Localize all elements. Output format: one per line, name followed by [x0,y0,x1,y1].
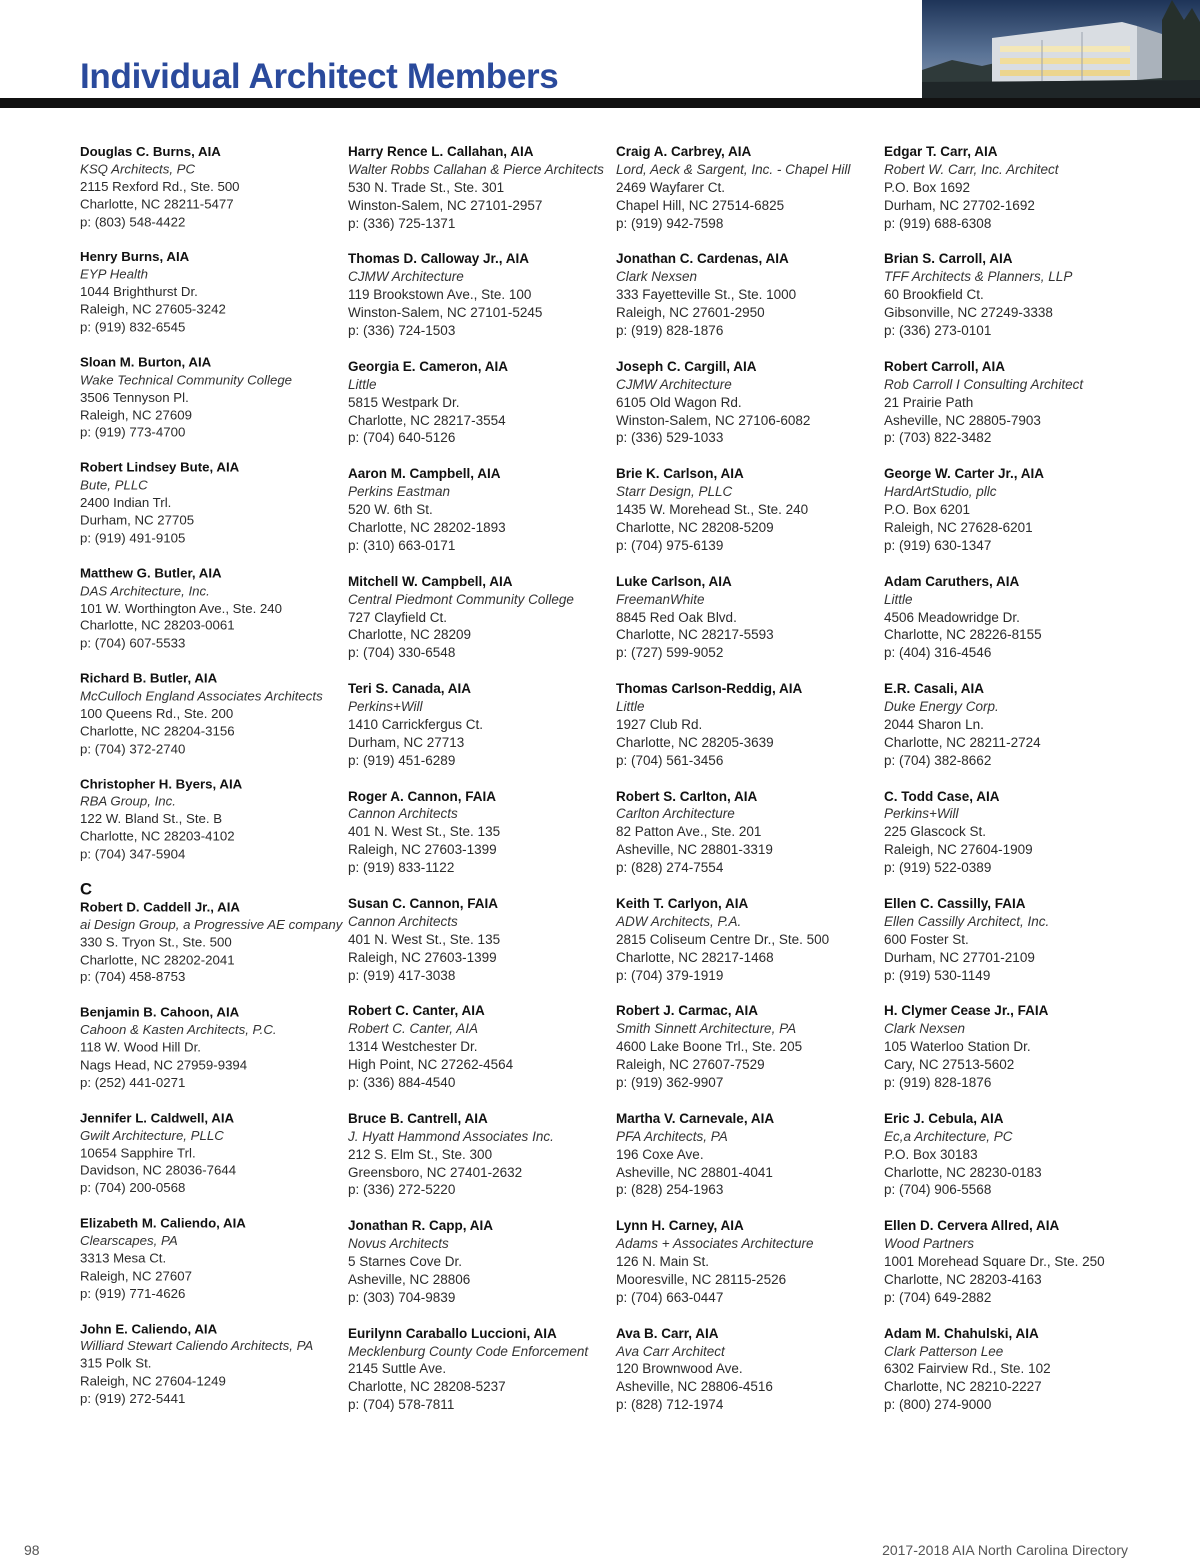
member-phone: p: (704) 347-5904 [80,846,186,862]
member-phone: p: (919) 491-9105 [80,530,186,546]
member-city: Raleigh, NC 27601-2950 [616,305,765,321]
member-address: 10654 Sapphire Trl. [80,1145,196,1161]
member-name: George W. Carter Jr., AIA [884,466,1045,482]
member-entry [616,895,878,985]
member-phone: p: (310) 663-0171 [348,537,456,553]
member-phone: p: (704) 379-1919 [616,967,724,983]
member-name: Keith T. Carlyon, AIA [616,895,749,911]
member-firm: KSQ Architects, PC [80,161,196,177]
member-address: 1927 Club Rd. [616,716,703,732]
member-name: Sloan M. Burton, AIA [80,354,212,370]
member-entry [616,1217,878,1307]
header-rule [0,98,1200,108]
member-entry [80,1320,337,1408]
member-entry [348,143,610,233]
member-name: Jonathan R. Capp, AIA [348,1218,494,1234]
member-city: Asheville, NC 28806-4516 [616,1379,773,1395]
member-entry [80,248,337,336]
member-firm: Bute, PLLC [80,477,148,493]
member-phone: p: (919) 530-1149 [884,967,991,983]
member-firm: TFF Architects & Planners, LLP [884,269,1073,285]
member-entry [80,1215,337,1303]
member-address: 1044 Brighthurst Dr. [80,284,198,300]
member-name: Thomas Carlson-Reddig, AIA [616,681,803,697]
member-firm: EYP Health [80,266,148,282]
member-address: 2115 Rexford Rd., Ste. 500 [80,179,240,194]
member-entry [616,680,878,770]
member-address: 212 S. Elm St., Ste. 300 [348,1146,493,1162]
member-address: 3313 Mesa Ct. [80,1250,167,1266]
member-city: Mooresville, NC 28115-2526 [616,1271,787,1287]
member-firm: Wake Technical Community College [80,372,293,388]
member-city: Charlotte, NC 28211-2724 [884,734,1041,750]
member-city: Durham, NC 27713 [348,734,465,750]
member-city: Asheville, NC 28801-4041 [616,1164,773,1180]
member-entry [348,895,610,985]
member-firm: Mecklenburg County Code Enforcement [348,1343,589,1359]
page-header [0,0,1200,108]
member-address: 315 Polk St. [80,1356,152,1371]
member-name: Benjamin B. Cahoon, AIA [80,1004,240,1020]
member-city: Raleigh, NC 27603-1399 [348,842,497,858]
member-firm: PFA Architects, PA [616,1128,728,1144]
member-entry [348,250,610,340]
member-phone: p: (336) 884-4540 [348,1075,456,1090]
member-phone: p: (727) 599-9052 [616,645,724,661]
member-firm: HardArtStudio, pllc [884,484,997,500]
member-name: Brie K. Carlson, AIA [616,466,744,482]
member-firm: Gwilt Architecture, PLLC [80,1127,224,1143]
member-name: Roger A. Cannon, FAIA [348,788,496,804]
member-firm: Ec,a Architecture, PC [884,1128,1013,1144]
directory-column-3 [616,143,878,1432]
member-city: Charlotte, NC 28210-2227 [884,1379,1042,1395]
member-phone: p: (704) 382-8662 [884,752,992,768]
member-name: Jonathan C. Cardenas, AIA [616,251,789,267]
member-city: Raleigh, NC 27605-3242 [80,302,226,317]
member-entry [884,1002,1146,1092]
member-entry [80,879,343,986]
member-entry [616,1325,878,1415]
member-address: P.O. Box 6201 [884,502,971,518]
member-address: 21 Prairie Path [884,394,974,410]
member-city: Charlotte, NC 28217-5593 [616,627,774,643]
member-firm: Wood Partners [884,1236,975,1252]
member-phone: p: (919) 828-1876 [616,323,724,339]
member-entry [884,1110,1146,1200]
member-address: 4506 Meadowridge Dr. [884,609,1020,625]
member-name: Martha V. Carnevale, AIA [616,1110,775,1126]
member-phone: p: (704) 330-6548 [348,645,456,661]
member-name: Aaron M. Campbell, AIA [348,466,501,482]
member-city: Davidson, NC 28036-7644 [80,1162,237,1178]
member-firm: Walter Robbs Callahan & Pierce Architects [348,161,604,177]
member-name: Teri S. Canada, AIA [348,681,472,697]
member-city: Nags Head, NC 27959-9394 [80,1057,248,1073]
member-entry [348,788,610,878]
member-city: Raleigh, NC 27607-7529 [616,1057,765,1073]
member-phone: p: (303) 704-9839 [348,1289,456,1305]
member-firm: ai Design Group, a Progressive AE company [80,916,343,932]
member-entry [884,1325,1146,1415]
member-firm: Perkins+Will [884,806,959,822]
member-firm: McCulloch England Associates Architects [80,688,323,704]
page-title: Individual Architect Members [80,57,559,96]
member-name: Robert S. Carlton, AIA [616,788,758,804]
member-phone: p: (703) 822-3482 [884,430,992,446]
member-name: Robert Lindsey Bute, AIA [80,460,240,475]
member-phone: p: (704) 200-0568 [80,1180,186,1196]
member-address: 122 W. Bland St., Ste. B [80,811,223,827]
member-entry [80,1004,337,1092]
member-firm: Perkins+Will [348,699,423,715]
member-name: Robert J. Carmac, AIA [616,1003,759,1019]
member-firm: RBA Group, Inc. [80,794,176,809]
member-name: C. Todd Case, AIA [884,788,1000,804]
member-entry [616,573,878,663]
member-address: 2400 Indian Trl. [80,495,172,511]
member-address: 196 Coxe Ave. [616,1146,704,1162]
member-city: Winston-Salem, NC 27101-5245 [348,305,543,321]
member-address: 530 N. Trade St., Ste. 301 [348,179,505,195]
member-address: 5815 Westpark Dr. [348,394,460,410]
member-name: E.R. Casali, AIA [884,681,985,697]
member-entry [348,358,610,448]
member-phone: p: (828) 274-7554 [616,860,724,876]
member-entry [80,1109,337,1197]
member-firm: Carlton Architecture [616,806,735,822]
member-name: Robert C. Canter, AIA [348,1003,485,1019]
member-address: 2145 Suttle Ave. [348,1361,447,1377]
member-address: 118 W. Wood Hill Dr. [80,1039,201,1055]
member-name: Adam M. Chahulski, AIA [884,1325,1039,1341]
member-entry [616,788,878,878]
member-name: H. Clymer Cease Jr., FAIA [884,1003,1049,1019]
member-city: High Point, NC 27262-4564 [348,1057,514,1073]
member-name: Lynn H. Carney, AIA [616,1218,744,1234]
member-city: Winston-Salem, NC 27101-2957 [348,197,543,213]
member-name: Susan C. Cannon, FAIA [348,895,499,911]
member-phone: p: (704) 578-7811 [348,1397,455,1413]
member-firm: Starr Design, PLLC [616,484,733,500]
member-firm: Ava Carr Architect [616,1343,725,1359]
member-entry [884,680,1146,770]
member-name: Thomas D. Calloway Jr., AIA [348,251,530,267]
member-firm: Novus Architects [348,1236,449,1252]
member-entry [348,573,610,663]
member-name: Harry Rence L. Callahan, AIA [348,144,534,159]
member-name: Douglas C. Burns, AIA [80,143,221,159]
member-address: 5 Starnes Cove Dr. [348,1254,463,1270]
member-address: P.O. Box 1692 [884,179,971,195]
member-entry [616,250,878,340]
member-address: 4600 Lake Boone Trl., Ste. 205 [616,1039,803,1055]
member-name: Eric J. Cebula, AIA [884,1110,1004,1126]
member-entry [348,1110,610,1200]
member-city: Winston-Salem, NC 27106-6082 [616,412,811,428]
member-name: Ava B. Carr, AIA [616,1325,719,1341]
member-firm: Central Piedmont Community College [348,591,574,607]
member-name: Georgia E. Cameron, AIA [348,358,509,374]
member-city: Durham, NC 27701-2109 [884,949,1035,965]
member-firm: Clark Nexsen [616,269,698,285]
member-phone: p: (828) 712-1974 [616,1397,724,1413]
member-city: Charlotte, NC 28202-2041 [80,952,235,967]
member-name: Adam Caruthers, AIA [884,573,1020,589]
member-city: Raleigh, NC 27604-1249 [80,1373,226,1389]
member-firm: Robert C. Canter, AIA [348,1021,479,1037]
member-phone: p: (704) 663-0447 [616,1289,724,1305]
member-address: 401 N. West St., Ste. 135 [348,824,501,840]
member-city: Charlotte, NC 28217-1468 [616,949,774,965]
member-address: 119 Brookstown Ave., Ste. 100 [348,287,532,303]
member-name: Elizabeth M. Caliendo, AIA [80,1215,246,1231]
member-city: Durham, NC 27705 [80,512,195,528]
member-entry [616,143,878,233]
member-city: Asheville, NC 28801-3319 [616,842,773,858]
member-phone: p: (704) 649-2882 [884,1289,992,1305]
member-name: Matthew G. Butler, AIA [80,565,222,581]
member-address: 2044 Sharon Ln. [884,716,984,732]
member-city: Raleigh, NC 27609 [80,407,192,423]
member-phone: p: (704) 640-5126 [348,430,456,446]
member-address: 105 Waterloo Station Dr. [884,1039,1031,1055]
member-firm: ADW Architects, P.A. [616,913,742,929]
member-entry [80,354,337,442]
member-name: Mitchell W. Campbell, AIA [348,573,513,589]
member-city: Durham, NC 27702-1692 [884,197,1035,213]
member-address: 1001 Morehead Square Dr., Ste. 250 [884,1254,1105,1270]
member-city: Charlotte, NC 28226-8155 [884,627,1042,643]
member-entry [884,1217,1146,1307]
member-city: Greensboro, NC 27401-2632 [348,1164,523,1180]
member-address: 6105 Old Wagon Rd. [616,394,742,410]
member-city: Charlotte, NC 28211-5477 [80,196,234,212]
member-phone: p: (919) 832-6545 [80,319,186,335]
member-phone: p: (336) 725-1371 [348,215,456,231]
member-city: Charlotte, NC 28203-4102 [80,829,235,844]
member-city: Charlotte, NC 28203-4163 [884,1271,1042,1287]
directory-column-1 [80,143,343,1425]
member-city: Charlotte, NC 28208-5237 [348,1379,506,1395]
member-entry [80,775,337,863]
member-phone: p: (704) 372-2740 [80,741,186,757]
member-address: 727 Clayfield Ct. [348,609,448,625]
member-address: P.O. Box 30183 [884,1146,978,1162]
member-firm: Ellen Cassilly Architect, Inc. [884,913,1050,929]
member-firm: Perkins Eastman [348,484,451,500]
member-firm: Lord, Aeck & Sargent, Inc. - Chapel Hill [616,161,851,177]
member-entry [348,680,610,770]
member-address: 401 N. West St., Ste. 135 [348,931,501,947]
member-city: Raleigh, NC 27604-1909 [884,842,1033,858]
member-entry [348,1002,610,1092]
member-city: Raleigh, NC 27603-1399 [348,949,497,965]
member-entry [80,565,337,653]
member-address: 1410 Carrickfergus Ct. [348,716,484,732]
member-name: Ellen C. Cassilly, FAIA [884,895,1026,911]
member-phone: p: (704) 906-5568 [884,1182,992,1198]
member-firm: Little [348,376,377,392]
member-address: 330 S. Tryon St., Ste. 500 [80,934,232,950]
member-entry [884,250,1146,340]
member-city: Charlotte, NC 28204-3156 [80,723,235,739]
member-city: Charlotte, NC 28208-5209 [616,519,774,535]
member-entry [348,1217,610,1307]
member-phone: p: (919) 272-5441 [80,1391,186,1407]
member-phone: p: (919) 362-9907 [616,1075,724,1090]
member-phone: p: (336) 529-1033 [616,430,724,446]
member-phone: p: (803) 548-4422 [80,214,186,229]
member-address: 6302 Fairview Rd., Ste. 102 [884,1361,1051,1377]
publication-title: 2017-2018 AIA North Carolina Directory [882,1542,1128,1558]
member-address: 225 Glascock St. [884,824,987,840]
member-firm: Adams + Associates Architecture [616,1236,814,1252]
member-entry [348,1325,610,1415]
member-city: Raleigh, NC 27607 [80,1268,192,1284]
member-address: 101 W. Worthington Ave., Ste. 240 [80,600,283,616]
member-city: Chapel Hill, NC 27514-6825 [616,197,785,213]
member-phone: p: (919) 828-1876 [884,1075,992,1090]
member-name: Brian S. Carroll, AIA [884,251,1013,267]
member-firm: J. Hyatt Hammond Associates Inc. [348,1128,554,1144]
member-name: Joseph C. Cargill, AIA [616,358,757,374]
member-address: 126 N. Main St. [616,1254,710,1270]
member-name: Henry Burns, AIA [80,249,190,265]
member-name: Robert Carroll, AIA [884,358,1006,374]
member-entry [616,1002,878,1092]
member-name: Eurilynn Caraballo Luccioni, AIA [348,1325,557,1341]
member-firm: Williard Stewart Caliendo Architects, PA [80,1338,314,1354]
member-firm: CJMW Architecture [348,269,464,285]
member-firm: Robert W. Carr, Inc. Architect [884,161,1059,177]
member-entry [884,358,1146,448]
member-entry [80,670,337,758]
member-address: 1435 W. Morehead St., Ste. 240 [616,502,809,518]
member-phone: p: (919) 630-1347 [884,537,992,553]
member-entry [884,143,1146,233]
member-name: Christopher H. Byers, AIA [80,776,243,792]
member-firm: FreemanWhite [616,591,705,607]
member-city: Charlotte, NC 28203-0061 [80,618,235,634]
member-city: Charlotte, NC 28217-3554 [348,412,506,428]
member-firm: Cannon Architects [348,913,458,929]
member-phone: p: (919) 451-6289 [348,752,456,768]
member-address: 60 Brookfield Ct. [884,287,984,303]
member-entry [80,143,337,231]
member-name: Craig A. Carbrey, AIA [616,144,752,159]
member-entry [616,465,878,555]
member-phone: p: (919) 688-6308 [884,215,992,231]
member-city: Cary, NC 27513-5602 [884,1057,1015,1073]
member-entry [884,788,1146,878]
member-city: Charlotte, NC 28209 [348,627,472,643]
member-address: 2815 Coliseum Centre Dr., Ste. 500 [616,931,830,947]
member-entry [616,358,878,448]
member-firm: Clark Patterson Lee [884,1343,1004,1359]
member-firm: Cahoon & Kasten Architects, P.C. [80,1022,277,1038]
member-phone: p: (704) 458-8753 [80,969,186,985]
member-entry [884,895,1146,985]
member-name: Richard B. Butler, AIA [80,671,218,686]
member-firm: Duke Energy Corp. [884,699,999,715]
member-phone: p: (919) 833-1122 [348,860,455,876]
member-phone: p: (919) 773-4700 [80,425,186,440]
member-city: Charlotte, NC 28202-1893 [348,519,506,535]
member-city: Asheville, NC 28805-7903 [884,412,1041,428]
member-phone: p: (919) 522-0389 [884,860,992,876]
member-phone: p: (704) 607-5533 [80,635,186,651]
member-city: Gibsonville, NC 27249-3338 [884,305,1053,321]
member-firm: Clearscapes, PA [80,1233,178,1248]
member-phone: p: (919) 771-4626 [80,1285,186,1301]
member-city: Charlotte, NC 28230-0183 [884,1164,1042,1180]
member-address: 1314 Westchester Dr. [348,1039,478,1055]
section-letter: C [80,879,93,899]
member-phone: p: (336) 272-5220 [348,1182,456,1198]
member-address: 2469 Wayfarer Ct. [616,179,726,195]
member-address: 520 W. 6th St. [348,502,433,518]
member-phone: p: (336) 273-0101 [884,323,992,339]
member-address: 8845 Red Oak Blvd. [616,609,737,625]
member-phone: p: (252) 441-0271 [80,1075,186,1090]
member-address: 3506 Tennyson Pl. [80,389,189,405]
member-firm: Rob Carroll I Consulting Architect [884,376,1084,392]
member-address: 600 Foster St. [884,931,969,947]
member-entry [884,573,1146,663]
member-firm: DAS Architecture, Inc. [80,583,210,598]
member-name: Ellen D. Cervera Allred, AIA [884,1218,1060,1234]
member-firm: Smith Sinnett Architecture, PA [616,1021,797,1037]
member-address: 100 Queens Rd., Ste. 200 [80,706,234,721]
member-firm: Clark Nexsen [884,1021,966,1037]
member-entry [348,465,610,555]
directory-column-4 [884,143,1146,1432]
member-name: John E. Caliendo, AIA [80,1321,218,1336]
member-phone: p: (828) 254-1963 [616,1182,724,1198]
member-phone: p: (704) 561-3456 [616,752,724,768]
member-city: Raleigh, NC 27628-6201 [884,519,1033,535]
member-firm: Little [616,699,645,715]
member-address: 82 Patton Ave., Ste. 201 [616,824,762,840]
member-name: Robert D. Caddell Jr., AIA [80,899,240,915]
member-address: 120 Brownwood Ave. [616,1361,743,1377]
member-city: Asheville, NC 28806 [348,1271,471,1287]
building-photo [922,0,1200,98]
member-phone: p: (404) 316-4546 [884,645,992,661]
member-firm: Cannon Architects [348,806,458,822]
member-name: Jennifer L. Caldwell, AIA [80,1110,235,1125]
page-number: 98 [24,1542,40,1558]
member-name: Luke Carlson, AIA [616,573,732,589]
member-entry [80,459,337,547]
member-entry [884,465,1146,555]
member-firm: Little [884,591,913,607]
member-entry [616,1110,878,1200]
member-phone: p: (704) 975-6139 [616,537,724,553]
member-city: Charlotte, NC 28205-3639 [616,734,774,750]
member-name: Bruce B. Cantrell, AIA [348,1110,488,1126]
directory-column-2 [348,143,610,1432]
member-address: 333 Fayetteville St., Ste. 1000 [616,287,797,303]
member-phone: p: (919) 417-3038 [348,967,456,983]
member-phone: p: (336) 724-1503 [348,323,456,339]
member-phone: p: (800) 274-9000 [884,1397,992,1413]
member-firm: CJMW Architecture [616,376,732,392]
member-name: Edgar T. Carr, AIA [884,144,998,159]
member-phone: p: (919) 942-7598 [616,215,724,231]
